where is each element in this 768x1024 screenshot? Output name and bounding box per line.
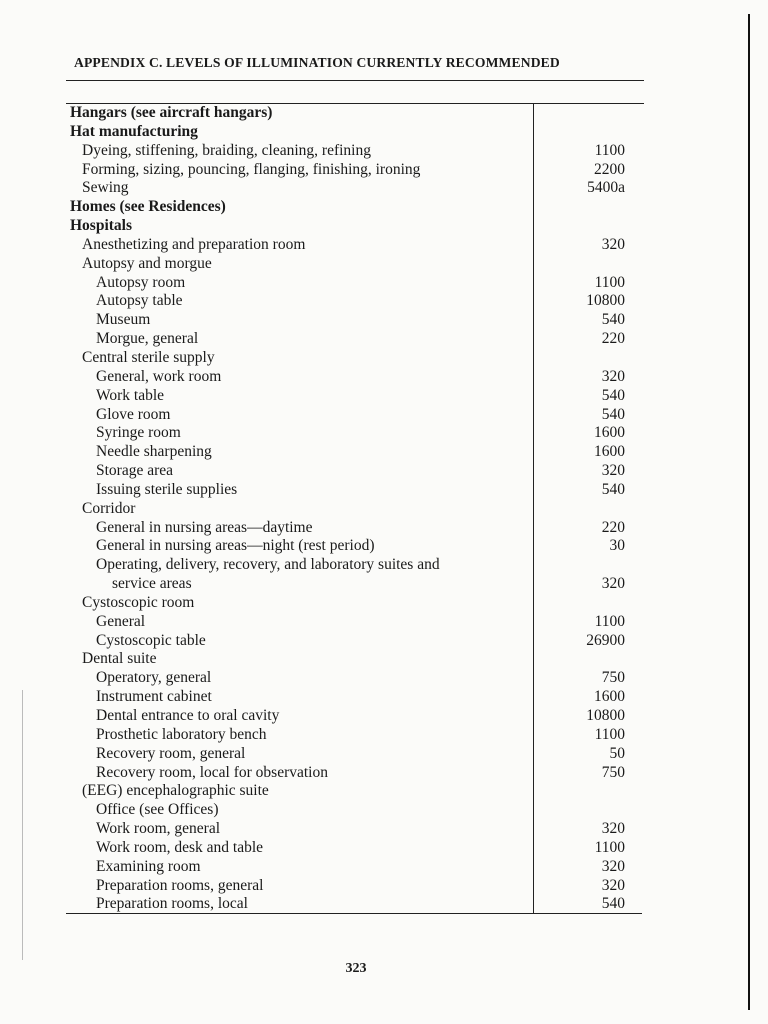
- heading-rule: [66, 80, 644, 81]
- table-row: [70, 311, 625, 330]
- table-row: [70, 650, 625, 669]
- illuminance-value: 220: [601, 330, 625, 348]
- entry-label: Examining room: [96, 857, 201, 875]
- illuminance-value: 540: [601, 480, 625, 498]
- entry-label: Forming, sizing, pouncing, flanging, finishing, ironing: [82, 160, 421, 178]
- table-row: [70, 462, 625, 481]
- illuminance-value: 320: [601, 367, 625, 385]
- illuminance-value: 540: [601, 405, 625, 423]
- entry-label: Syringe room: [96, 424, 181, 442]
- table-row: [70, 330, 625, 349]
- entry-label: Cystoscopic table: [96, 631, 206, 649]
- table-row: [70, 368, 625, 387]
- entry-label: Work room, desk and table: [96, 838, 264, 856]
- entry-label: Work room, general: [96, 820, 220, 838]
- entry-label: service areas: [112, 575, 192, 593]
- entry-label: Corridor: [82, 499, 136, 517]
- illuminance-value: 1600: [594, 424, 625, 442]
- illuminance-value: 750: [601, 763, 625, 781]
- entry-label: Instrument cabinet: [96, 688, 212, 706]
- entry-label: Operatory, general: [96, 669, 212, 687]
- illuminance-value: 1100: [594, 141, 625, 159]
- table-row: [70, 387, 625, 406]
- table-row: [70, 575, 625, 594]
- table-row: [70, 745, 625, 764]
- table-row: [70, 104, 625, 123]
- illuminance-value: 320: [601, 857, 625, 875]
- entry-label: Office (see Offices): [96, 801, 219, 819]
- table-row: [70, 877, 625, 896]
- entry-label: (EEG) encephalographic suite: [82, 782, 269, 800]
- table-row: [70, 198, 625, 217]
- illuminance-value: 10800: [586, 292, 625, 310]
- entry-label: Work table: [96, 386, 165, 404]
- illuminance-value: 2200: [594, 160, 625, 178]
- entry-label: Autopsy table: [96, 292, 183, 310]
- entry-label: Prosthetic laboratory bench: [96, 725, 267, 743]
- table-row: [70, 481, 625, 500]
- table-row: [70, 782, 625, 801]
- illuminance-value: 320: [601, 876, 625, 894]
- illuminance-value: 540: [601, 311, 625, 329]
- entry-label: Museum: [96, 311, 151, 329]
- entry-label: Preparation rooms, local: [96, 895, 248, 913]
- illuminance-value: 1100: [594, 612, 625, 630]
- table-row: [70, 274, 625, 293]
- table-row: [70, 895, 625, 914]
- illuminance-value: 1600: [594, 443, 625, 461]
- illuminance-value: 320: [601, 575, 625, 593]
- table-row: [70, 500, 625, 519]
- table-row: [70, 801, 625, 820]
- illuminance-value: 320: [601, 820, 625, 838]
- category-heading: Homes (see Residences): [70, 198, 226, 216]
- entry-label: Dental suite: [82, 650, 157, 668]
- illuminance-value: 220: [601, 518, 625, 536]
- table-row: [70, 594, 625, 613]
- illuminance-value: 1100: [594, 838, 625, 856]
- table-row: [70, 537, 625, 556]
- table-row: [70, 632, 625, 651]
- illuminance-value: 320: [601, 462, 625, 480]
- page-edge-line: [748, 14, 750, 1010]
- table-row: [70, 764, 625, 783]
- table-row: [70, 292, 625, 311]
- entry-label: Glove room: [96, 405, 171, 423]
- table-row: [70, 726, 625, 745]
- entry-label: General in nursing areas—daytime: [96, 518, 313, 536]
- illuminance-value: 750: [601, 669, 625, 687]
- illuminance-value: 320: [601, 235, 625, 253]
- table-row: [70, 820, 625, 839]
- table-row: [70, 406, 625, 425]
- scan-margin-line: [22, 690, 23, 960]
- table-row: [70, 613, 625, 632]
- entry-label: General, work room: [96, 367, 222, 385]
- table-row: [70, 707, 625, 726]
- entry-label: Dental entrance to oral cavity: [96, 707, 280, 724]
- table-row: [70, 217, 625, 236]
- entry-label: Morgue, general: [96, 330, 199, 348]
- table-row: [70, 179, 625, 198]
- illuminance-value: 26900: [586, 631, 625, 649]
- table-row: [70, 556, 625, 575]
- illuminance-value: 5400a: [587, 179, 625, 197]
- table-row: [70, 858, 625, 877]
- table-row: [70, 839, 625, 858]
- entry-label: Issuing sterile supplies: [96, 480, 238, 498]
- entry-label: Autopsy and morgue: [82, 254, 212, 272]
- entry-label: Recovery room, general: [96, 744, 246, 762]
- table-row: [70, 424, 625, 443]
- table-row: [70, 236, 625, 255]
- table-row: [70, 519, 625, 538]
- table-row: [70, 255, 625, 274]
- table-row: [70, 669, 625, 688]
- entry-label: Preparation rooms, general: [96, 876, 264, 894]
- entry-label: Cystoscopic room: [82, 593, 195, 611]
- table-bottom-rule: [66, 913, 642, 914]
- entry-label: Operating, delivery, recovery, and laboratory suites and: [96, 556, 440, 574]
- entry-label: Dyeing, stiffening, braiding, cleaning, refining: [82, 141, 371, 159]
- table-row: [70, 161, 625, 180]
- table-row: [70, 142, 625, 161]
- entry-label: Central sterile supply: [82, 348, 215, 366]
- category-heading: Hospitals: [70, 217, 133, 235]
- illuminance-value: 30: [609, 537, 625, 555]
- page-heading: APPENDIX C. LEVELS OF ILLUMINATION CURRENTLY RECOMMENDED: [74, 55, 560, 70]
- entry-label: General in nursing areas—night (rest period): [96, 537, 375, 555]
- illuminance-value: 1600: [594, 688, 625, 706]
- table-row: [70, 349, 625, 368]
- table-row: [70, 688, 625, 707]
- category-heading: Hat manufacturing: [70, 122, 198, 140]
- entry-label: Recovery room, local for observation: [96, 763, 328, 781]
- table-row: [70, 443, 625, 462]
- entry-label: Needle sharpening: [96, 443, 212, 461]
- entry-label: Anesthetizing and preparation room: [82, 235, 306, 253]
- illuminance-value: 1100: [594, 273, 625, 291]
- illuminance-value: 10800: [586, 707, 625, 724]
- illumination-table: [70, 104, 625, 914]
- entry-label: Autopsy room: [96, 273, 186, 291]
- illuminance-value: 540: [601, 386, 625, 404]
- illuminance-value: 1100: [594, 725, 625, 743]
- illuminance-value: 540: [601, 895, 625, 913]
- entry-label: Sewing: [82, 179, 129, 197]
- entry-label: General: [96, 612, 146, 630]
- page-number: 323: [345, 961, 367, 976]
- category-heading: Hangars (see aircraft hangars): [70, 104, 273, 121]
- table-row: [70, 123, 625, 142]
- illuminance-value: 50: [609, 744, 625, 762]
- entry-label: Storage area: [96, 462, 174, 480]
